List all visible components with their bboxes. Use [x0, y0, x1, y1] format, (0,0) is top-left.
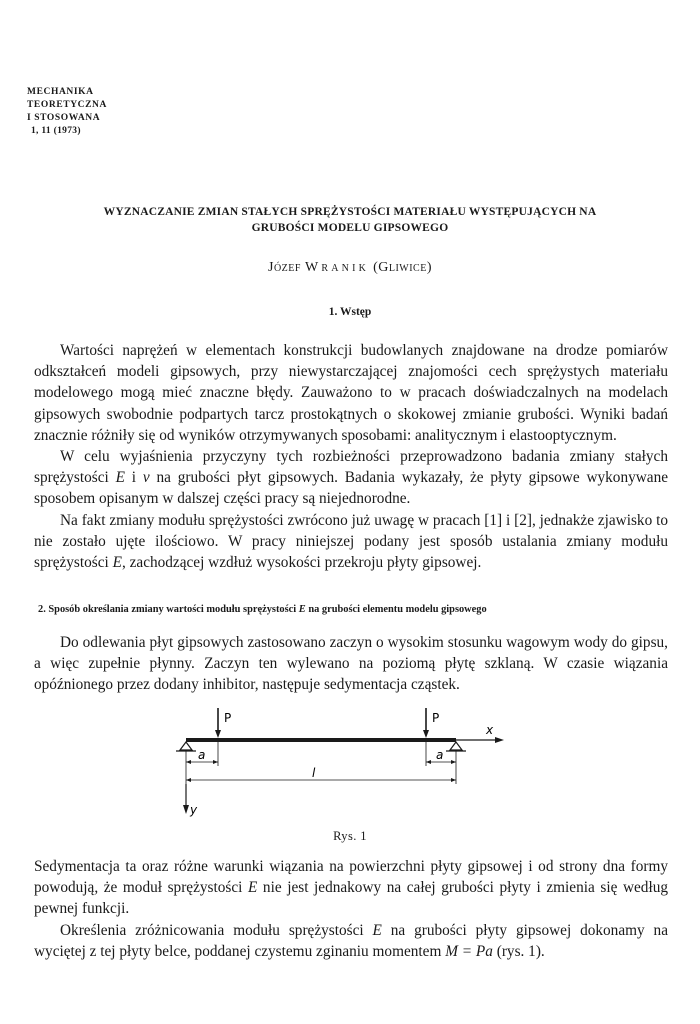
dim-arrowhead [451, 760, 456, 764]
beam-diagram [170, 706, 510, 826]
journal-name-line2: TEORETYCZNA [27, 100, 107, 110]
dim-l-label: l [312, 766, 316, 780]
dim-arrowhead [186, 778, 191, 782]
y-axis-arrowhead [183, 805, 189, 814]
paragraph: Wartości naprężeń w elementach konstrukcji budowlanych znajdowane na drodze pomiarów odkształceń modeli gipsowych, przy niewystarczającej znajomości cech sprężystych materiału modelowego mogą mieć znaczne błędy. Zauważono to w pracach doświadczalnych na modelach gipsowych swobodnie podpartych tarcz prostokątnych o skokowej zmianie grubości. Wyniki badań znacznie różniły się od wyników otrzymywanych sposobami: analitycznym i elastooptycznym. [34, 342, 668, 444]
author-last-name: Wranik [304, 260, 370, 275]
left-load-arrowhead [215, 730, 221, 738]
beam [186, 738, 456, 742]
paragraph: Sedymentacja ta oraz różne warunki wiązania na powierzchni płyty gipsowej i od strony dna formy powodują, że moduł sprężystości E nie jest jednakowy na całej grubości płyty i zmienia się według pewnej funkcji. [34, 858, 668, 918]
dim-arrowhead [426, 760, 431, 764]
journal-name-line3: I STOSOWANA [27, 113, 101, 123]
title-line1: WYZNACZANIE ZMIAN STAŁYCH SPRĘŻYSTOŚCI MATERIAŁU WYSTĘPUJĄCYCH NA [103, 206, 597, 218]
section-1-heading: 1. Wstęp [328, 306, 372, 318]
paragraph: Do odlewania płyt gipsowych zastosowano zaczyn o wysokim stosunku wagowym wody do gipsu, a więc zupełnie płynny. Zaczyn ten wylewano na poziomą płytę szklaną. W czasie wiązania opóźnionego przez dodany inhibitor, następuje sedymentacja cząstek. [34, 634, 668, 694]
right-support [450, 742, 462, 750]
dim-a-left-label: a [198, 748, 206, 762]
x-axis-label: x [486, 723, 494, 737]
paper-title [28, 204, 672, 236]
right-load-arrowhead [423, 730, 429, 738]
author-first-name: Józef [268, 260, 301, 275]
journal-header [27, 86, 157, 138]
left-load-label: P [224, 711, 232, 725]
journal-volume: 1, 11 (1973) [31, 126, 81, 136]
paragraph: W celu wyjaśnienia przyczyny tych rozbieżności przeprowadzono badania zmiany stałych sprężystości E i ν na grubości płyt gipsowych. Badania wykazały, że płyty gipsowe wykonywane sposobem opisanym w dalszej części pracy są niejednorodne. [34, 448, 669, 508]
section-1-body [34, 340, 668, 573]
x-axis-arrowhead [495, 737, 504, 743]
author-line [0, 260, 700, 276]
figure-caption: Rys. 1 [333, 829, 367, 843]
section-2-continued-body [34, 856, 668, 962]
dim-arrowhead [213, 760, 218, 764]
y-axis-label: y [190, 803, 198, 817]
journal-name-line1: MECHANIKA [27, 87, 94, 97]
paragraph: Określenia zróżnicowania modułu sprężystości E na grubości płyty gipsowej dokonamy na wyciętej z tej płyty belce, poddanej czystemu zginaniu momentem M = Pa (rys. 1). [34, 921, 668, 960]
dim-arrowhead [186, 760, 191, 764]
title-line2: GRUBOŚCI MODELU GIPSOWEGO [251, 222, 449, 234]
section-2-heading: 2. Sposób określania zmiany wartości modułu sprężystości E na grubości elementu modelu gipsowego [38, 604, 487, 615]
author-affiliation: (Gliwice) [373, 260, 432, 275]
right-load-label: P [432, 711, 440, 725]
left-support [180, 742, 192, 750]
dim-a-right-label: a [436, 748, 444, 762]
section-2-body [34, 632, 668, 696]
paragraph: Na fakt zmiany modułu sprężystości zwrócono już uwagę w pracach [1] i [2], jednakże zjawisko to nie zostało ujęte ilościowo. W pracy niniejszej podany jest sposób ustalania zmiany modułu sprężystości E, zachodzącej wzdłuż wysokości przekroju płyty gipsowej. [34, 511, 668, 572]
dim-arrowhead [451, 778, 456, 782]
